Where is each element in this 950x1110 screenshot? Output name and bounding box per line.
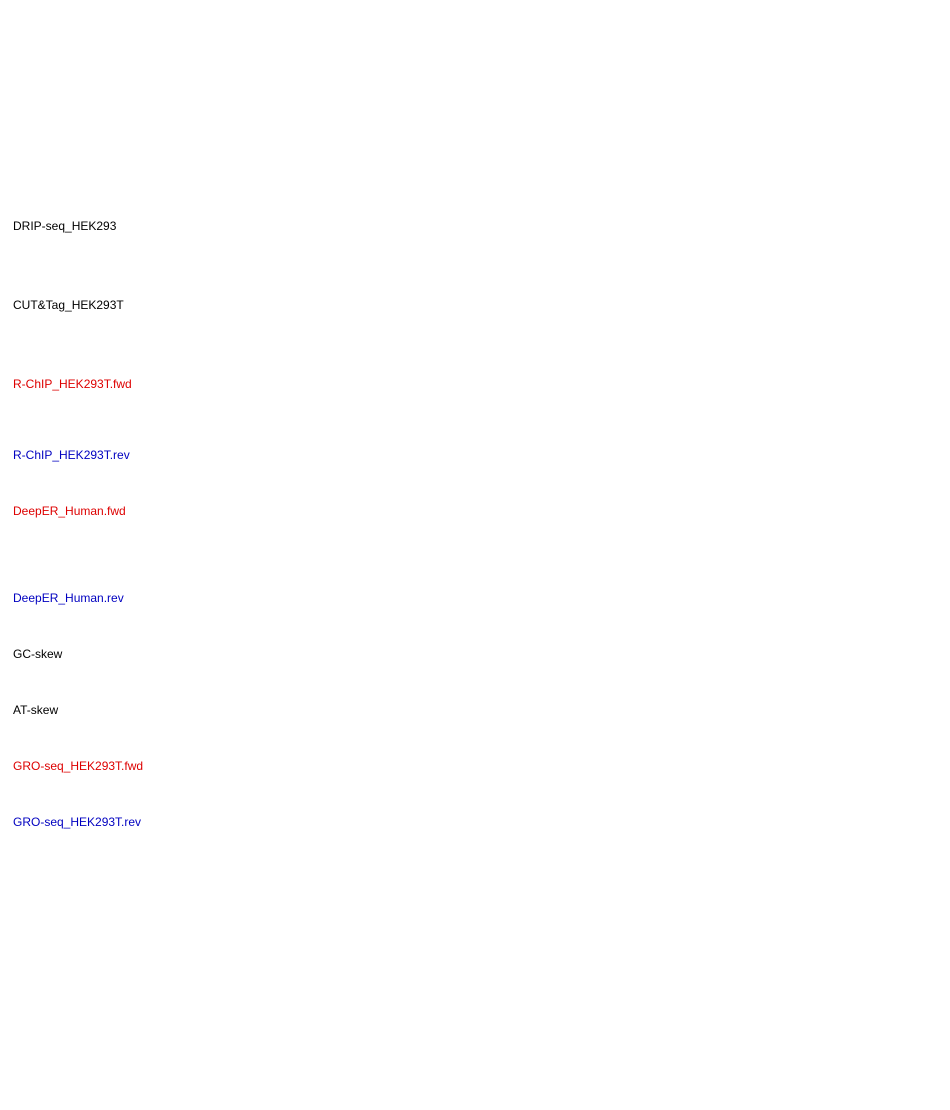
track-label-panel — [0, 0, 160, 1110]
track-display-area[interactable] — [160, 0, 950, 1110]
cuttag-track-name[interactable]: CUT&Tag_HEK293T — [13, 298, 124, 312]
deeper-fwd-track-name[interactable]: DeepER_Human.fwd — [13, 504, 126, 518]
gro-fwd-track-name[interactable]: GRO-seq_HEK293T.fwd — [13, 759, 144, 773]
gro-rev-track-name[interactable]: GRO-seq_HEK293T.rev — [13, 815, 142, 829]
drip-track-name[interactable]: DRIP-seq_HEK293 — [13, 219, 117, 233]
rchip-rev-track-name[interactable]: R-ChIP_HEK293T.rev — [13, 448, 130, 462]
deeper-rev-track-name[interactable]: DeepER_Human.rev — [13, 591, 124, 605]
at-skew-track-name[interactable]: AT-skew — [13, 703, 59, 717]
gc-skew-track-name[interactable]: GC-skew — [13, 647, 63, 661]
rchip-fwd-track-name[interactable]: R-ChIP_HEK293T.fwd — [13, 377, 132, 391]
